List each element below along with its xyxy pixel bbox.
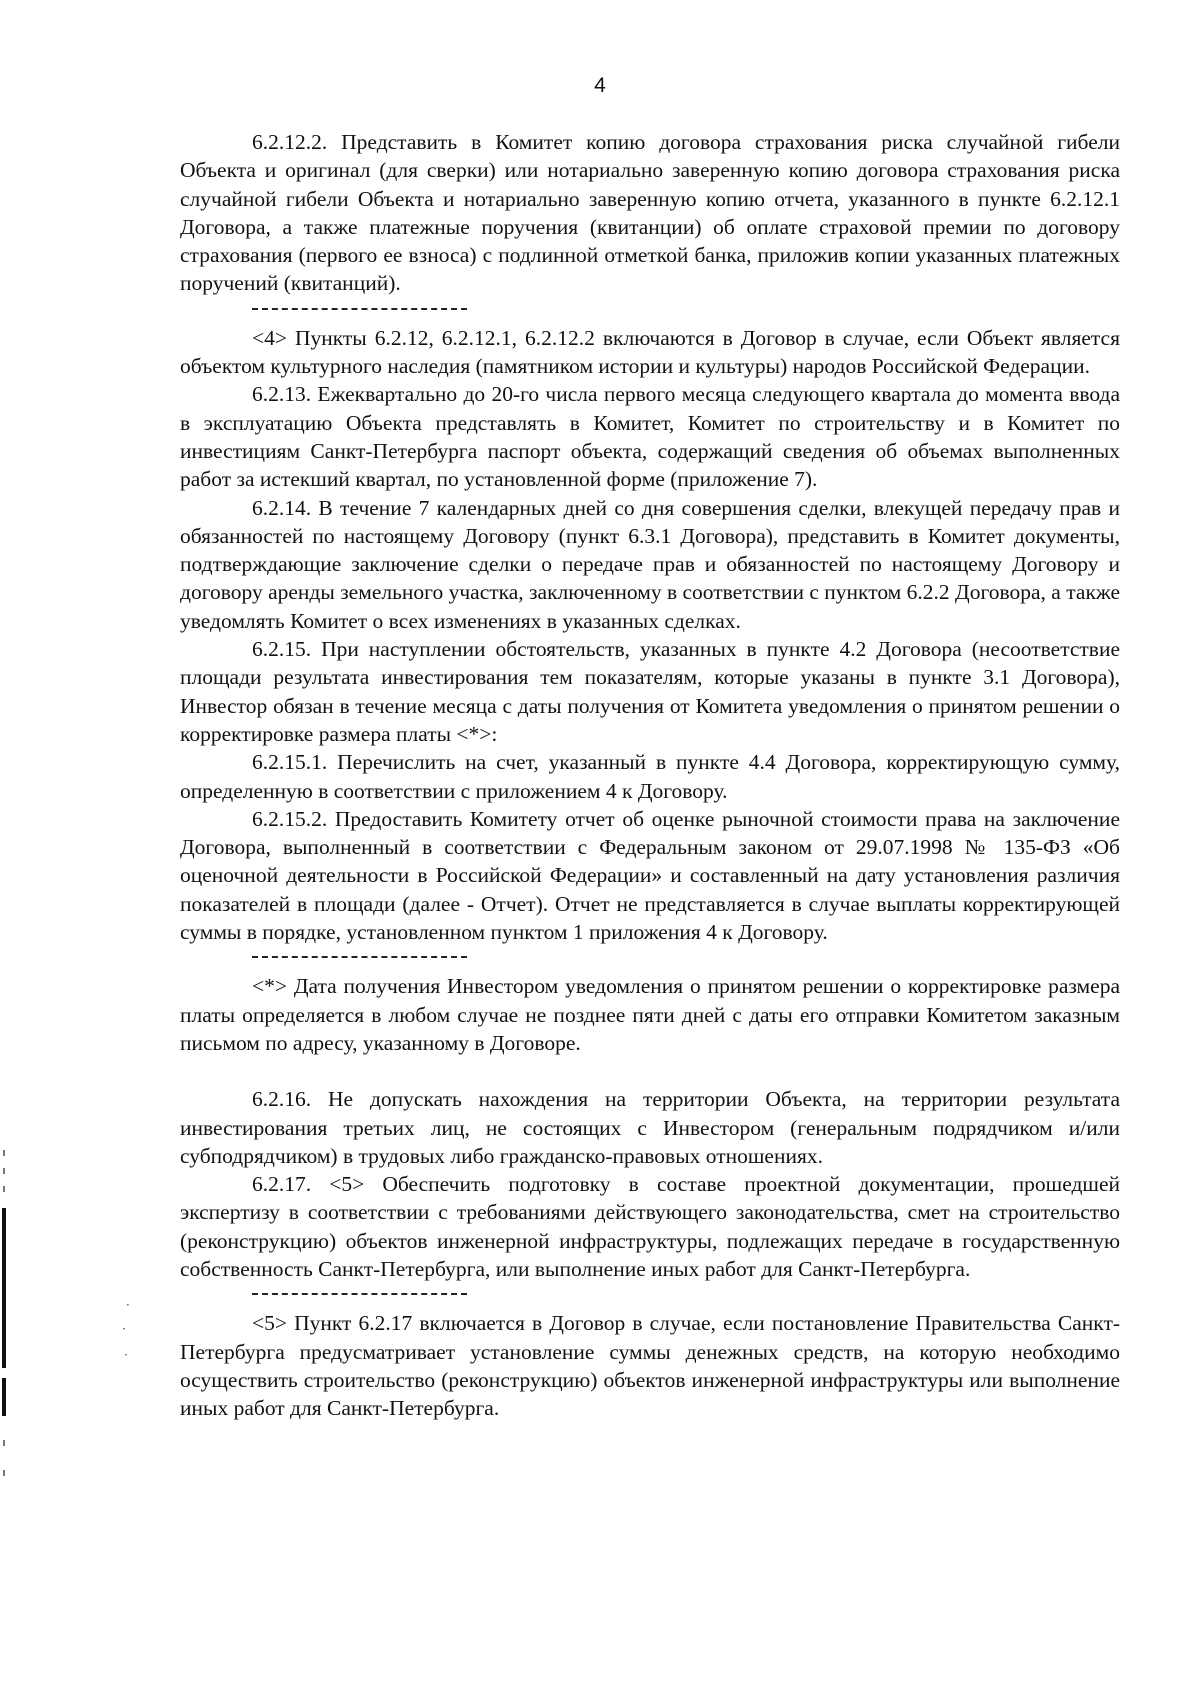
footnote-star: <*> Дата получения Инвестором уведомления о принятом решении о корректировке размера платы определяется в любом случае не позднее пяти дней с даты его отправки Комитетом заказным письмом по адресу, указанному в Договоре.	[180, 974, 1120, 1055]
scan-speck: ·	[122, 1322, 126, 1336]
paragraph-6-2-12-2: 6.2.12.2. Представить в Комитет копию договора страхования риска случайной гибели Объекта и оригинал (для сверки) или нотариально заверенную копию договора страхования риска случайной гибели Объекта и нотариально заверенную копию отчета, указанного в пункте 6.2.12.1 Договора, а также платежные поручения (квитанции) об оплате страховой премии по договору страхования (первого ее взноса) с подлинной отметкой банка, приложив копии указанных платежных поручений (квитанций).	[180, 130, 1120, 296]
scan-speck: ·	[124, 1348, 128, 1362]
paragraph-6-2-16: 6.2.16. Не допускать нахождения на территории Объекта, на территории результата инвестирования третьих лиц, не состоящих с Инвестором (генеральным подрядчиком и/или субподрядчиком) в трудовых либо гражданско-правовых отношениях.	[180, 1087, 1120, 1168]
footnote-4: <4> Пункты 6.2.12, 6.2.12.1, 6.2.12.2 включаются в Договор в случае, если Объект является объектом культурного наследия (памятником истории и культуры) народов Российской Федерации.	[180, 325, 1120, 379]
spacer	[180, 1057, 1120, 1085]
paragraph-6-2-14: 6.2.14. В течение 7 календарных дней со дня совершения сделки, влекущей передачу прав и обязанностей по настоящему Договору (пункт 6.3.1 Договора), представить в Комитет документы, подтверждающие заключение сделки о передаче прав и обязанностей по настоящему Договору и договору аренды земельного участка, заключенному в соответствии с пунктом 6.2.2 Договора, а также уведомлять Комитет о всех изменениях в указанных сделках.	[180, 495, 1120, 633]
paragraph-6-2-17: 6.2.17. <5> Обеспечить подготовку в составе проектной документации, прошедшей экспертизу в соответствии с требованиями действующего законодательства, смет на строительство (реконструкцию) объектов инженерной инфраструктуры, подлежащих передаче в государственную собственность Санкт-Петербурга, или выполнение иных работ для Санкт-Петербурга.	[180, 1172, 1120, 1281]
scan-speck: ·	[126, 1298, 130, 1312]
scan-mark	[3, 1440, 5, 1446]
page-number: 4	[594, 74, 606, 97]
paragraph-6-2-13: 6.2.13. Ежеквартально до 20-го числа первого месяца следующего квартала до момента ввода в эксплуатацию Объекта представлять в Комитет, Комитет по строительству и в Комитет по инвестициям Санкт-Петербурга паспорт объекта, содержащий сведения об объемах выполненных работ за истекший квартал, по установленной форме (приложение 7).	[180, 382, 1120, 492]
footnote-divider	[252, 308, 467, 310]
footnote-divider	[252, 956, 467, 958]
paragraph-6-2-15: 6.2.15. При наступлении обстоятельств, указанных в пункте 4.2 Договора (несоответствие площади результата инвестирования тем показателям, которые указаны в пункте 3.1 Договора), Инвестор обязан в течение месяца с даты получения от Комитета уведомления о принятом решении о корректировке размера платы <*>:	[180, 637, 1120, 746]
scan-binding-marks	[0, 1150, 10, 1510]
scan-bar	[2, 1208, 6, 1368]
paragraph-6-2-15-2: 6.2.15.2. Предоставить Комитету отчет об оценке рыночной стоимости права на заключение Договора, выполненный в соответствии с Федеральным законом от 29.07.1998 № 135-ФЗ «Об оценочной деятельности в Российской Федерации» и составленный на дату установления различия показателей в площади (далее - Отчет). Отчет не представляется в случае выплаты корректирующей суммы в порядке, установленном пунктом 1 приложения 4 к Договору.	[180, 806, 1120, 945]
footnote-divider	[252, 1293, 467, 1295]
document-body	[180, 128, 1120, 1422]
scan-mark	[3, 1470, 5, 1476]
paragraph-6-2-15-1: 6.2.15.1. Перечислить на счет, указанный в пункте 4.4 Договора, корректирующую сумму, определенную в соответствии с приложением 4 к Договору.	[180, 750, 1120, 803]
scan-mark	[3, 1186, 5, 1192]
scan-bar	[2, 1378, 6, 1416]
footnote-5: <5> Пункт 6.2.17 включается в Договор в случае, если постановление Правительства Санкт-Петербурга предусматривает установление суммы денежных средств, на которую необходимо осуществить строительство (реконструкцию) объектов инженерной инфраструктуры или выполнение иных работ для Санкт-Петербурга.	[180, 1311, 1120, 1421]
scan-mark	[3, 1150, 5, 1156]
scan-mark	[3, 1168, 5, 1174]
